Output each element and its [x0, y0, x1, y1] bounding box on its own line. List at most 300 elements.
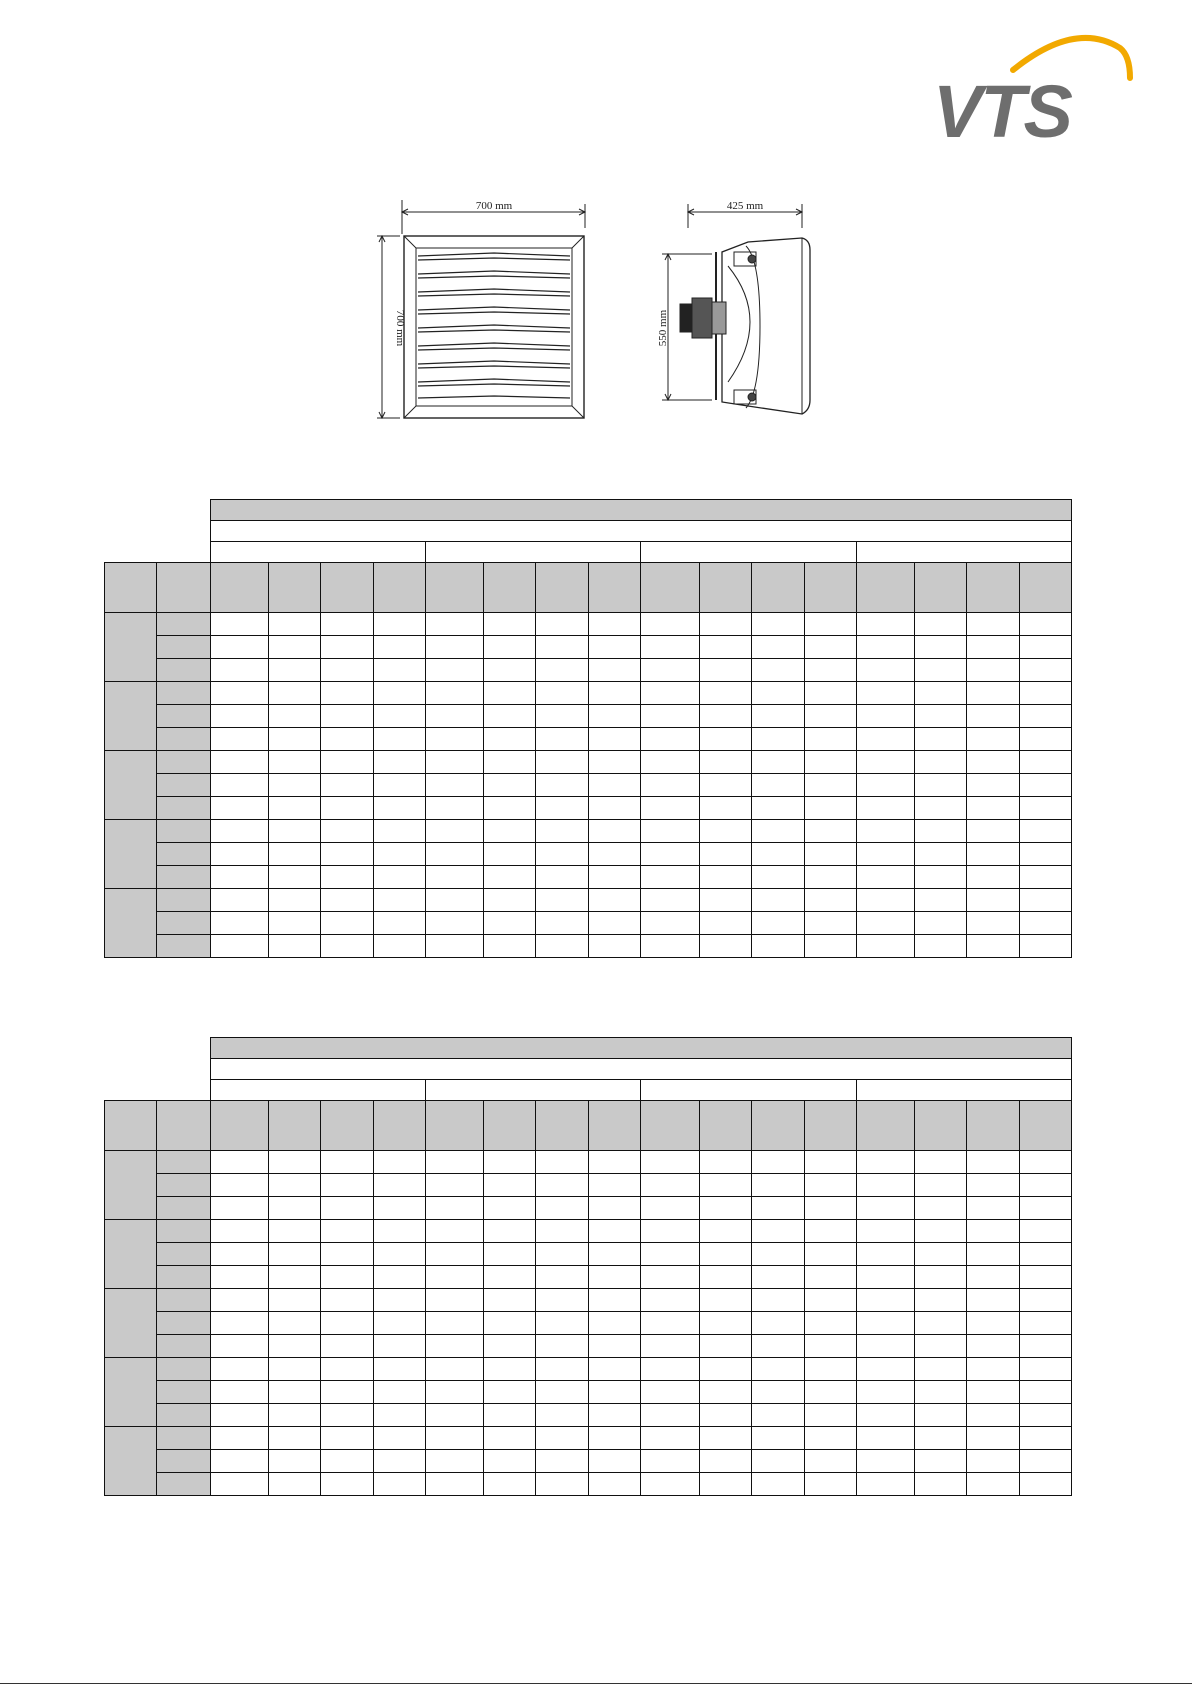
column-header: [914, 1101, 966, 1151]
table-cell: [641, 705, 699, 728]
table-cell: [641, 1151, 699, 1174]
table-cell: [1019, 1427, 1071, 1450]
table-cell: [751, 774, 804, 797]
table-cell: [1019, 1151, 1071, 1174]
table-cell: [536, 774, 589, 797]
row-label: [157, 705, 211, 728]
table-cell: [536, 613, 589, 636]
table-cell: [484, 1404, 536, 1427]
table-cell: [804, 682, 856, 705]
table-cell: [914, 774, 966, 797]
table-cell: [751, 1473, 804, 1496]
row-label: [157, 797, 211, 820]
table-cell: [966, 889, 1019, 912]
row-label: [157, 912, 211, 935]
table-cell: [641, 659, 699, 682]
table-cell: [914, 843, 966, 866]
table-cell: [804, 1404, 856, 1427]
table-cell: [269, 1358, 321, 1381]
table-cell: [699, 1381, 751, 1404]
table-cell: [1019, 1381, 1071, 1404]
table-cell: [966, 682, 1019, 705]
table-cell: [589, 1220, 641, 1243]
row-label: [157, 935, 211, 958]
table-cell: [966, 1174, 1019, 1197]
table-cell: [699, 1174, 751, 1197]
table-cell: [699, 659, 751, 682]
table-cell: [269, 682, 321, 705]
table-cell: [751, 1151, 804, 1174]
table-row: [105, 1473, 1072, 1496]
table-cell: [641, 866, 699, 889]
table-cell: [269, 1289, 321, 1312]
table-cell: [211, 1289, 269, 1312]
table-cell: [374, 1243, 426, 1266]
table-cell: [321, 1404, 374, 1427]
row-group-header: [105, 1101, 157, 1151]
table-cell: [484, 1358, 536, 1381]
table-cell: [699, 820, 751, 843]
table-cell: [804, 889, 856, 912]
table-cell: [426, 1473, 484, 1496]
table-cell: [536, 1151, 589, 1174]
table-cell: [321, 613, 374, 636]
table-cell: [426, 636, 484, 659]
table-row: [105, 1243, 1072, 1266]
table-cell: [374, 1312, 426, 1335]
table-cell: [211, 1358, 269, 1381]
row-label: [157, 1151, 211, 1174]
row-label: [157, 1358, 211, 1381]
table-cell: [374, 1197, 426, 1220]
table-cell: [914, 820, 966, 843]
table-cell: [426, 682, 484, 705]
table-cell: [211, 797, 269, 820]
corner-blank: [105, 1038, 211, 1059]
table-title-cell: [211, 1038, 1072, 1059]
table-cell: [751, 1404, 804, 1427]
table-cell: [321, 1335, 374, 1358]
table-subtitle-cell: [211, 1059, 1072, 1080]
table-cell: [426, 843, 484, 866]
table-cell: [321, 1312, 374, 1335]
table-cell: [641, 774, 699, 797]
table-cell: [966, 1289, 1019, 1312]
table-cell: [914, 1427, 966, 1450]
table-cell: [426, 1289, 484, 1312]
table-cell: [426, 1151, 484, 1174]
table-cell: [751, 705, 804, 728]
column-header: [321, 563, 374, 613]
table-cell: [966, 1335, 1019, 1358]
table-cell: [374, 1266, 426, 1289]
table-cell: [699, 866, 751, 889]
table-cell: [211, 613, 269, 636]
table-cell: [536, 866, 589, 889]
table-cell: [269, 1450, 321, 1473]
row-header: [157, 563, 211, 613]
table-cell: [484, 935, 536, 958]
table-cell: [804, 935, 856, 958]
footer-rule: [0, 1683, 1192, 1684]
table-cell: [966, 1266, 1019, 1289]
table-cell: [589, 912, 641, 935]
table-cell: [484, 1243, 536, 1266]
table-cell: [589, 1243, 641, 1266]
table-cell: [426, 1220, 484, 1243]
table-cell: [211, 1266, 269, 1289]
table-cell: [484, 1312, 536, 1335]
table-cell: [641, 1427, 699, 1450]
table-row: [105, 1450, 1072, 1473]
column-header: [751, 1101, 804, 1151]
table-cell: [751, 1450, 804, 1473]
table-cell: [751, 1289, 804, 1312]
table-cell: [641, 797, 699, 820]
table-cell: [641, 1381, 699, 1404]
row-label: [157, 1312, 211, 1335]
table-row: [105, 613, 1072, 636]
table-cell: [641, 1335, 699, 1358]
table-cell: [751, 659, 804, 682]
table-cell: [804, 1358, 856, 1381]
table-cell: [211, 1335, 269, 1358]
table-cell: [699, 1312, 751, 1335]
table-row: [105, 889, 1072, 912]
table-cell: [269, 935, 321, 958]
table-cell: [641, 751, 699, 774]
table-cell: [699, 751, 751, 774]
table-cell: [1019, 1174, 1071, 1197]
table-row: [105, 797, 1072, 820]
table-cell: [321, 1289, 374, 1312]
table-cell: [856, 728, 914, 751]
column-header: [856, 563, 914, 613]
table-cell: [914, 797, 966, 820]
table-cell: [914, 1174, 966, 1197]
table-cell: [374, 659, 426, 682]
table-cell: [751, 1243, 804, 1266]
table-row: [105, 636, 1072, 659]
table-cell: [484, 659, 536, 682]
table-cell: [1019, 820, 1071, 843]
table-cell: [641, 1312, 699, 1335]
table-cell: [536, 889, 589, 912]
row-header: [157, 1101, 211, 1151]
table-cell: [536, 1335, 589, 1358]
table-row: [105, 659, 1072, 682]
table-row: [105, 820, 1072, 843]
row-label: [157, 1174, 211, 1197]
table-cell: [751, 820, 804, 843]
table-cell: [484, 866, 536, 889]
table-cell: [589, 820, 641, 843]
table-cell: [1019, 912, 1071, 935]
logo-text: VTS: [933, 70, 1071, 145]
table-cell: [536, 1450, 589, 1473]
table-cell: [374, 682, 426, 705]
table-cell: [211, 1220, 269, 1243]
table-cell: [966, 613, 1019, 636]
table-cell: [1019, 1289, 1071, 1312]
table-row: [105, 728, 1072, 751]
table-cell: [1019, 751, 1071, 774]
column-header: [484, 1101, 536, 1151]
column-header: [641, 1101, 699, 1151]
table-cell: [536, 820, 589, 843]
table-cell: [751, 1266, 804, 1289]
table-cell: [751, 912, 804, 935]
table-cell: [269, 889, 321, 912]
table-cell: [589, 1473, 641, 1496]
table-cell: [856, 613, 914, 636]
table-cell: [966, 774, 1019, 797]
column-header: [804, 563, 856, 613]
table-cell: [914, 1358, 966, 1381]
table-cell: [211, 935, 269, 958]
row-group-label: [105, 1289, 157, 1358]
table-row: [105, 1289, 1072, 1312]
table-cell: [211, 774, 269, 797]
table-cell: [426, 1243, 484, 1266]
table-row: [105, 682, 1072, 705]
table-cell: [751, 866, 804, 889]
table-cell: [751, 682, 804, 705]
table-cell: [966, 820, 1019, 843]
table-cell: [914, 613, 966, 636]
table-row: [105, 866, 1072, 889]
table-cell: [321, 682, 374, 705]
table-cell: [426, 774, 484, 797]
table-cell: [536, 1197, 589, 1220]
table-cell: [914, 659, 966, 682]
row-label: [157, 1381, 211, 1404]
table-cell: [484, 1473, 536, 1496]
table-cell: [856, 705, 914, 728]
corner-blank: [105, 1059, 211, 1080]
table-cell: [914, 1197, 966, 1220]
table-cell: [914, 1381, 966, 1404]
table-cell: [269, 1404, 321, 1427]
column-header: [536, 1101, 589, 1151]
row-label: [157, 843, 211, 866]
table-cell: [536, 1358, 589, 1381]
table-cell: [856, 1174, 914, 1197]
table-cell: [856, 889, 914, 912]
table-cell: [211, 751, 269, 774]
table-cell: [804, 866, 856, 889]
table-cell: [699, 1243, 751, 1266]
table-cell: [1019, 866, 1071, 889]
table-cell: [1019, 1220, 1071, 1243]
table-cell: [751, 1220, 804, 1243]
table-cell: [211, 1381, 269, 1404]
column-group-header: [856, 542, 1071, 563]
table-cell: [1019, 1243, 1071, 1266]
table-cell: [699, 889, 751, 912]
table-cell: [269, 728, 321, 751]
table-row: [105, 774, 1072, 797]
table-cell: [536, 912, 589, 935]
table-cell: [751, 1335, 804, 1358]
table-cell: [751, 889, 804, 912]
column-header: [641, 563, 699, 613]
table-cell: [374, 1427, 426, 1450]
table-cell: [211, 636, 269, 659]
table-cell: [699, 1358, 751, 1381]
table-cell: [211, 1404, 269, 1427]
table-cell: [426, 797, 484, 820]
table-cell: [589, 866, 641, 889]
table-cell: [804, 705, 856, 728]
table-cell: [269, 774, 321, 797]
table-cell: [321, 866, 374, 889]
table-cell: [589, 1381, 641, 1404]
table-cell: [374, 797, 426, 820]
table-cell: [589, 1289, 641, 1312]
table-cell: [269, 866, 321, 889]
table-cell: [484, 843, 536, 866]
side-depth-label: 425 mm: [726, 200, 764, 212]
table-cell: [536, 751, 589, 774]
table-cell: [699, 1266, 751, 1289]
table-cell: [426, 1450, 484, 1473]
table-cell: [856, 1151, 914, 1174]
table-cell: [426, 1335, 484, 1358]
table-cell: [966, 1151, 1019, 1174]
table-cell: [699, 705, 751, 728]
table-cell: [914, 1473, 966, 1496]
table-cell: [536, 1312, 589, 1335]
row-label: [157, 613, 211, 636]
table-cell: [484, 636, 536, 659]
table-cell: [426, 820, 484, 843]
table-cell: [211, 1473, 269, 1496]
table-cell: [374, 1220, 426, 1243]
table-cell: [699, 843, 751, 866]
table-cell: [536, 682, 589, 705]
row-label: [157, 1450, 211, 1473]
table-cell: [374, 751, 426, 774]
column-group-header: [426, 1080, 641, 1101]
table-row: [105, 912, 1072, 935]
table-cell: [641, 1174, 699, 1197]
table-cell: [536, 659, 589, 682]
table-cell: [269, 613, 321, 636]
table-cell: [484, 1174, 536, 1197]
vts-logo: [925, 30, 1135, 145]
table-cell: [321, 1197, 374, 1220]
table-cell: [211, 1312, 269, 1335]
row-label: [157, 1473, 211, 1496]
table-cell: [1019, 889, 1071, 912]
table-cell: [211, 1427, 269, 1450]
table-cell: [804, 659, 856, 682]
row-label: [157, 1289, 211, 1312]
row-label: [157, 1243, 211, 1266]
table-cell: [536, 1220, 589, 1243]
table-cell: [426, 705, 484, 728]
table-cell: [589, 889, 641, 912]
table-cell: [914, 1220, 966, 1243]
table-cell: [484, 1450, 536, 1473]
row-label: [157, 1404, 211, 1427]
row-label: [157, 1427, 211, 1450]
table-cell: [589, 1266, 641, 1289]
table-row: [105, 1358, 1072, 1381]
table-cell: [804, 1266, 856, 1289]
table-cell: [589, 1312, 641, 1335]
table-cell: [751, 797, 804, 820]
table-cell: [914, 1266, 966, 1289]
table-cell: [211, 889, 269, 912]
column-header: [484, 563, 536, 613]
table-cell: [699, 912, 751, 935]
table-cell: [536, 1266, 589, 1289]
table-cell: [589, 1404, 641, 1427]
data-table-1: [104, 499, 1072, 958]
table-cell: [966, 659, 1019, 682]
table-cell: [321, 1450, 374, 1473]
table-cell: [321, 889, 374, 912]
table-cell: [211, 728, 269, 751]
table-cell: [914, 636, 966, 659]
table-cell: [211, 1174, 269, 1197]
table-cell: [914, 1312, 966, 1335]
table-cell: [374, 820, 426, 843]
table-cell: [269, 1174, 321, 1197]
table-cell: [426, 1266, 484, 1289]
table-cell: [321, 1427, 374, 1450]
table-cell: [536, 1427, 589, 1450]
table-cell: [211, 1151, 269, 1174]
table-cell: [321, 728, 374, 751]
column-header: [751, 563, 804, 613]
table-cell: [914, 1151, 966, 1174]
table-cell: [374, 705, 426, 728]
table-cell: [1019, 1312, 1071, 1335]
table-row: [105, 1174, 1072, 1197]
table-cell: [966, 843, 1019, 866]
table-cell: [966, 1381, 1019, 1404]
column-group-header: [641, 542, 856, 563]
table-cell: [374, 1358, 426, 1381]
row-label: [157, 728, 211, 751]
table-cell: [589, 935, 641, 958]
column-header: [699, 563, 751, 613]
table-cell: [269, 1335, 321, 1358]
table-cell: [804, 774, 856, 797]
table-cell: [484, 705, 536, 728]
table-cell: [321, 1266, 374, 1289]
table-cell: [699, 1335, 751, 1358]
table-cell: [321, 1243, 374, 1266]
column-header: [426, 1101, 484, 1151]
table-cell: [589, 636, 641, 659]
table-cell: [804, 1381, 856, 1404]
table-row: [105, 1151, 1072, 1174]
table-cell: [914, 751, 966, 774]
table-cell: [966, 1312, 1019, 1335]
table-cell: [751, 751, 804, 774]
table-cell: [641, 1197, 699, 1220]
table-cell: [484, 613, 536, 636]
column-header: [589, 563, 641, 613]
data-table-2: [104, 1037, 1072, 1496]
table-cell: [426, 1381, 484, 1404]
table-row: [105, 705, 1072, 728]
table-cell: [269, 659, 321, 682]
